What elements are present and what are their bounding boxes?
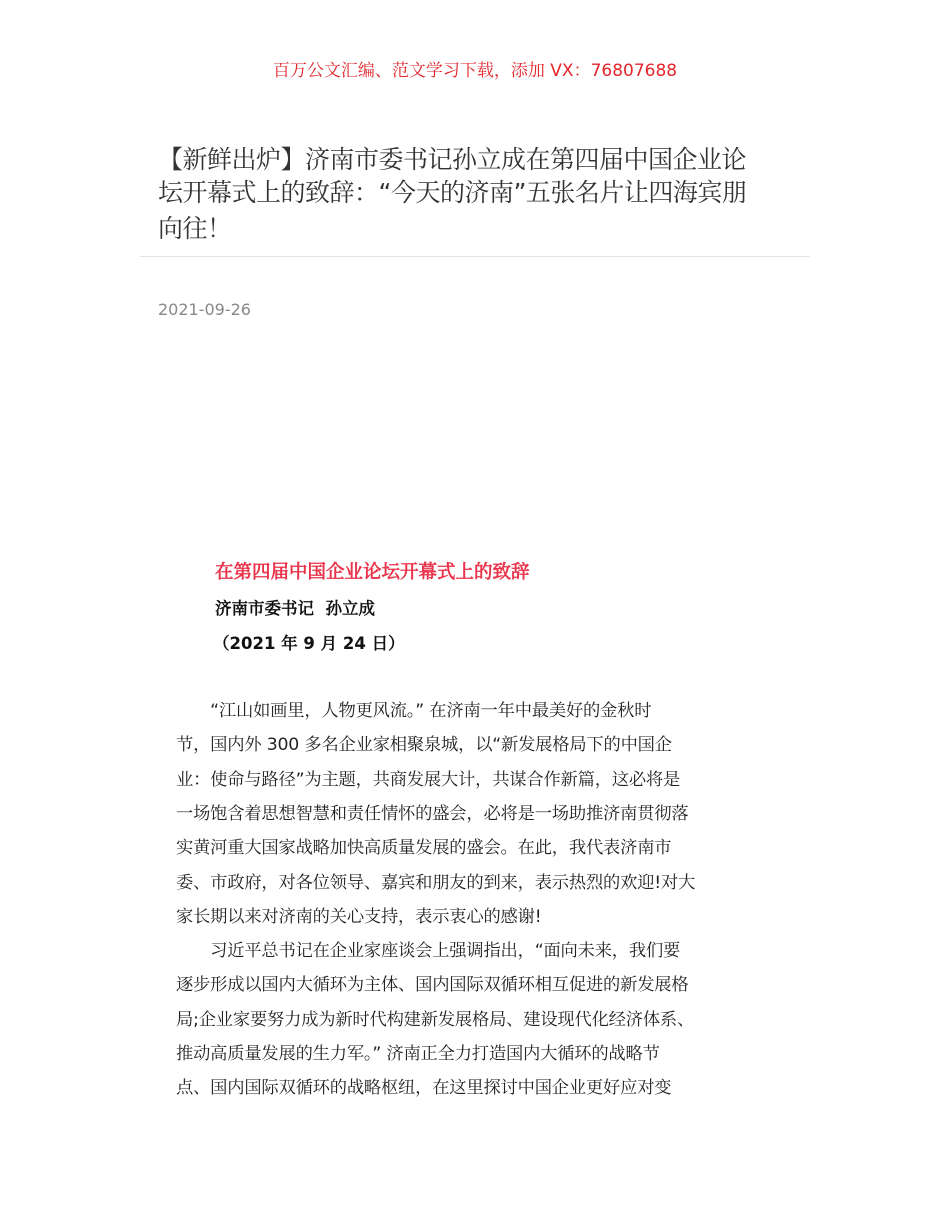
- publish-date: 2021-09-26: [158, 300, 251, 319]
- body-line: 推动高质量发展的生力军。” 济南正全力打造国内大循环的战略节: [176, 1044, 660, 1064]
- body-line: 一场饱含着思想智慧和责任情怀的盛会，必将是一场助推济南贯彻落: [176, 803, 689, 824]
- body-line: 逐步形成以国内大循环为主体、国内国际双循环相互促进的新发展格: [176, 975, 689, 996]
- body-line: 节，国内外 300 多名企业家相聚泉城，以“新发展格局下的中国企: [176, 735, 672, 756]
- body-line: 业：使命与路径”为主题，共商发展大计，共谋合作新篇，这必将是: [176, 769, 681, 790]
- body-line: 局;企业家要努力成为新时代构建新发展格局、建设现代化经济体系、: [176, 1009, 695, 1030]
- body-line: 家长期以来对济南的关心支持，表示衷心的感谢!: [176, 906, 542, 927]
- body-line: 实黄河重大国家战略加快高质量发展的盛会。在此，我代表济南市: [176, 838, 672, 859]
- divider: [140, 256, 810, 257]
- title-line: 坛开幕式上的致辞：“今天的济南”五张名片让四海宾朋: [158, 178, 747, 207]
- speech-date: （2021 年 9 月 24 日）: [213, 634, 405, 653]
- title-line: 向往！: [158, 214, 232, 243]
- body-line: “江山如画里，人物更风流。” 在济南一年中最美好的金秋时: [176, 701, 652, 721]
- body-line: 点、国内国际双循环的战略枢纽，在这里探讨中国企业更好应对变: [176, 1078, 672, 1099]
- download-banner: 百万公文汇编、范文学习下载，添加 VX：76807688: [272, 61, 678, 81]
- title-line: 【新鲜出炉】济南市委书记孙立成在第四届中国企业论: [158, 145, 747, 174]
- speech-author: 济南市委书记 孙立成: [215, 599, 375, 618]
- body-line: 委、市政府，对各位领导、嘉宾和朋友的到来，表示热烈的欢迎!对大: [176, 872, 696, 893]
- speech-title: 在第四届中国企业论坛开幕式上的致辞: [215, 562, 530, 583]
- body-line: 习近平总书记在企业家座谈会上强调指出，“面向未来，我们要: [176, 941, 681, 962]
